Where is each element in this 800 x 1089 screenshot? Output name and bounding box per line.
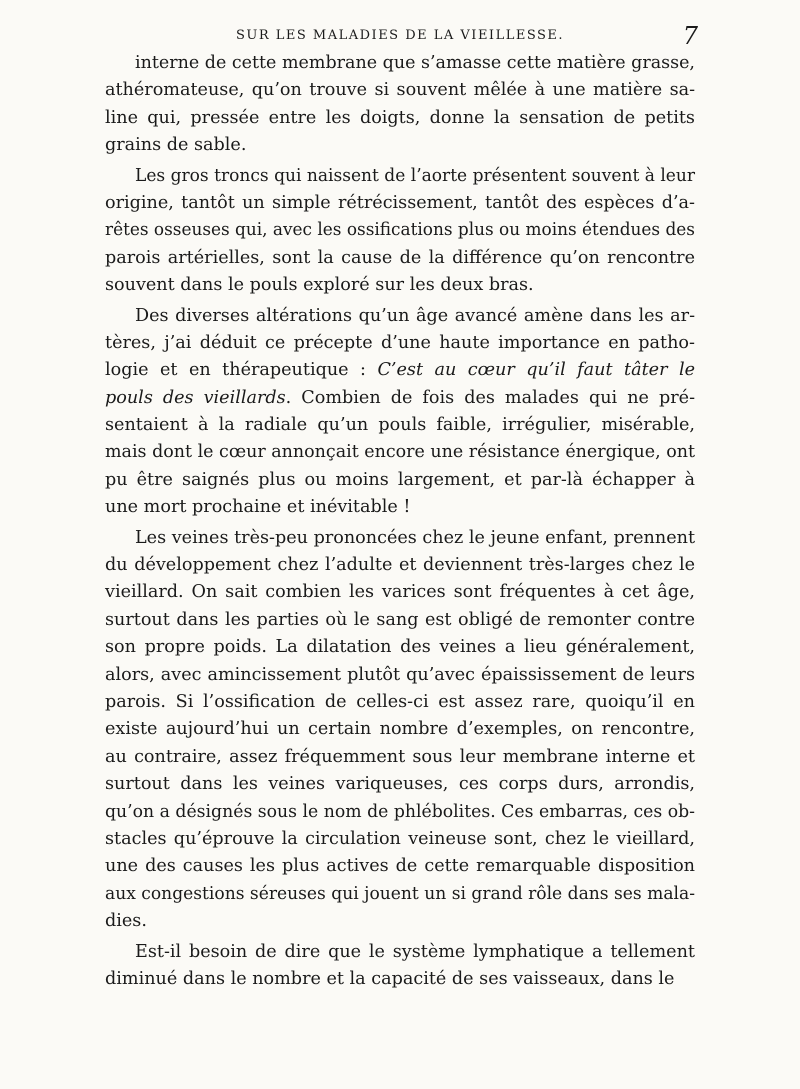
text-run: aux congestions séreuses qui jouent un si grand rôle dans ses mala- <box>105 883 695 904</box>
text-run: sentaient à la radiale qu’un pouls faible, irrégulier, misérable, <box>105 415 696 436</box>
text-run: mais dont le cœur annonçait encore une résistance énergique, ont <box>105 442 696 463</box>
text-run: Est-il besoin de dire que le système lymphatique a tellement <box>135 941 695 962</box>
text-line <box>105 552 695 579</box>
text-run: rêtes osseuses qui, avec les ossifications plus ou moins étendues des <box>105 220 695 241</box>
text-line <box>105 799 695 826</box>
text-run: au contraire, assez fréquemment sous leur membrane interne et <box>105 746 695 767</box>
paragraph <box>105 163 695 300</box>
text-line <box>105 494 695 521</box>
text-run: Des diverses altérations qu’un âge avancé amène dans les ar- <box>135 305 696 326</box>
text-line <box>105 330 695 357</box>
text-run: parois. Si l’ossification de celles-ci est assez rare, quoiqu’il en <box>105 691 695 712</box>
paragraph <box>105 303 695 522</box>
text-line <box>105 357 695 384</box>
text-line <box>105 966 695 993</box>
text-run: dies. <box>105 911 147 932</box>
text-line <box>105 881 695 908</box>
text-run: souvent dans le pouls exploré sur les deux bras. <box>105 275 534 296</box>
text-line <box>105 908 695 935</box>
text-line <box>105 77 695 104</box>
body-text <box>105 50 695 993</box>
text-run: qu’on a désignés sous le nom de phlébolites. Ces embarras, ces ob- <box>105 801 695 822</box>
text-line <box>105 272 695 299</box>
text-run: Les gros troncs qui naissent de l’aorte présentent souvent à leur <box>135 165 696 186</box>
text-line <box>105 190 695 217</box>
text-run: surtout dans les parties où le sang est obligé de remonter contre <box>105 609 695 630</box>
text-line <box>105 607 695 634</box>
text-line <box>105 689 695 716</box>
text-run: origine, tantôt un simple rétrécissement, tantôt des espèces d’a- <box>105 192 695 213</box>
text-line <box>105 939 695 966</box>
text-run: diminué dans le nombre et la capacité de ses vaisseaux, dans le <box>105 968 675 989</box>
page-header <box>0 22 800 50</box>
text-line <box>105 385 695 412</box>
text-line <box>105 771 695 798</box>
paragraph <box>105 50 695 160</box>
text-run: existe aujourd’hui un certain nombre d’exemples, on rencontre, <box>105 719 695 740</box>
paragraph <box>105 525 695 936</box>
text-run: athéromateuse, qu’on trouve si souvent mêlée à une matière sa- <box>105 80 696 101</box>
text-run: vieillard. On sait combien les varices sont fréquentes à cet âge, <box>105 582 695 603</box>
text-run: stacles qu’éprouve la circulation veineuse sont, chez le vieillard, <box>105 828 696 849</box>
text-line <box>105 826 695 853</box>
text-run: une mort prochaine et inévitable ! <box>105 497 411 518</box>
text-run: parois artérielles, sont la cause de la différence qu’on rencontre <box>105 247 695 268</box>
text-line <box>105 579 695 606</box>
text-run: . Combien de fois des malades qui ne pré- <box>285 387 696 408</box>
text-line <box>105 853 695 880</box>
text-line <box>105 467 695 494</box>
text-run: son propre poids. La dilatation des veines a lieu généralement, <box>105 637 696 658</box>
paragraph <box>105 939 695 994</box>
text-line <box>105 744 695 771</box>
text-line <box>105 525 695 552</box>
text-run: Les veines très-peu prononcées chez le jeune enfant, prennent <box>135 527 696 548</box>
page-number: 7 <box>682 22 698 50</box>
text-run: tères, j’ai déduit ce précepte d’une haute importance en patho- <box>105 332 695 353</box>
text-run: logie et en thérapeutique : <box>105 360 378 381</box>
text-line <box>105 132 695 159</box>
text-run: une des causes les plus actives de cette remarquable disposition <box>105 856 696 877</box>
text-line <box>105 217 695 244</box>
text-run: interne de cette membrane que s’amasse cette matière grasse, <box>135 53 695 73</box>
text-line <box>105 303 695 330</box>
text-line <box>105 439 695 466</box>
text-line <box>105 105 695 132</box>
text-line <box>105 634 695 661</box>
text-line <box>105 245 695 272</box>
text-run: grains de sable. <box>105 135 247 156</box>
italic-text: C’est au cœur qu’il faut tâter le <box>377 360 696 381</box>
text-line <box>105 163 695 190</box>
italic-text: pouls des vieillards <box>105 387 286 408</box>
text-line <box>105 662 695 689</box>
text-run: line qui, pressée entre les doigts, donne la sensation de petits <box>105 107 695 128</box>
running-head: SUR LES MALADIES DE LA VIEILLESSE. <box>235 28 565 43</box>
text-line <box>105 412 695 439</box>
text-line <box>105 50 695 77</box>
text-line <box>105 716 695 743</box>
text-run: alors, avec amincissement plutôt qu’avec épaississement de leurs <box>105 664 695 685</box>
text-run: pu être saignés plus ou moins largement, et par-là échapper à <box>105 469 695 490</box>
text-run: surtout dans les veines variqueuses, ces corps durs, arrondis, <box>105 774 695 795</box>
text-run: du développement chez l’adulte et deviennent très-larges chez le <box>105 555 695 576</box>
